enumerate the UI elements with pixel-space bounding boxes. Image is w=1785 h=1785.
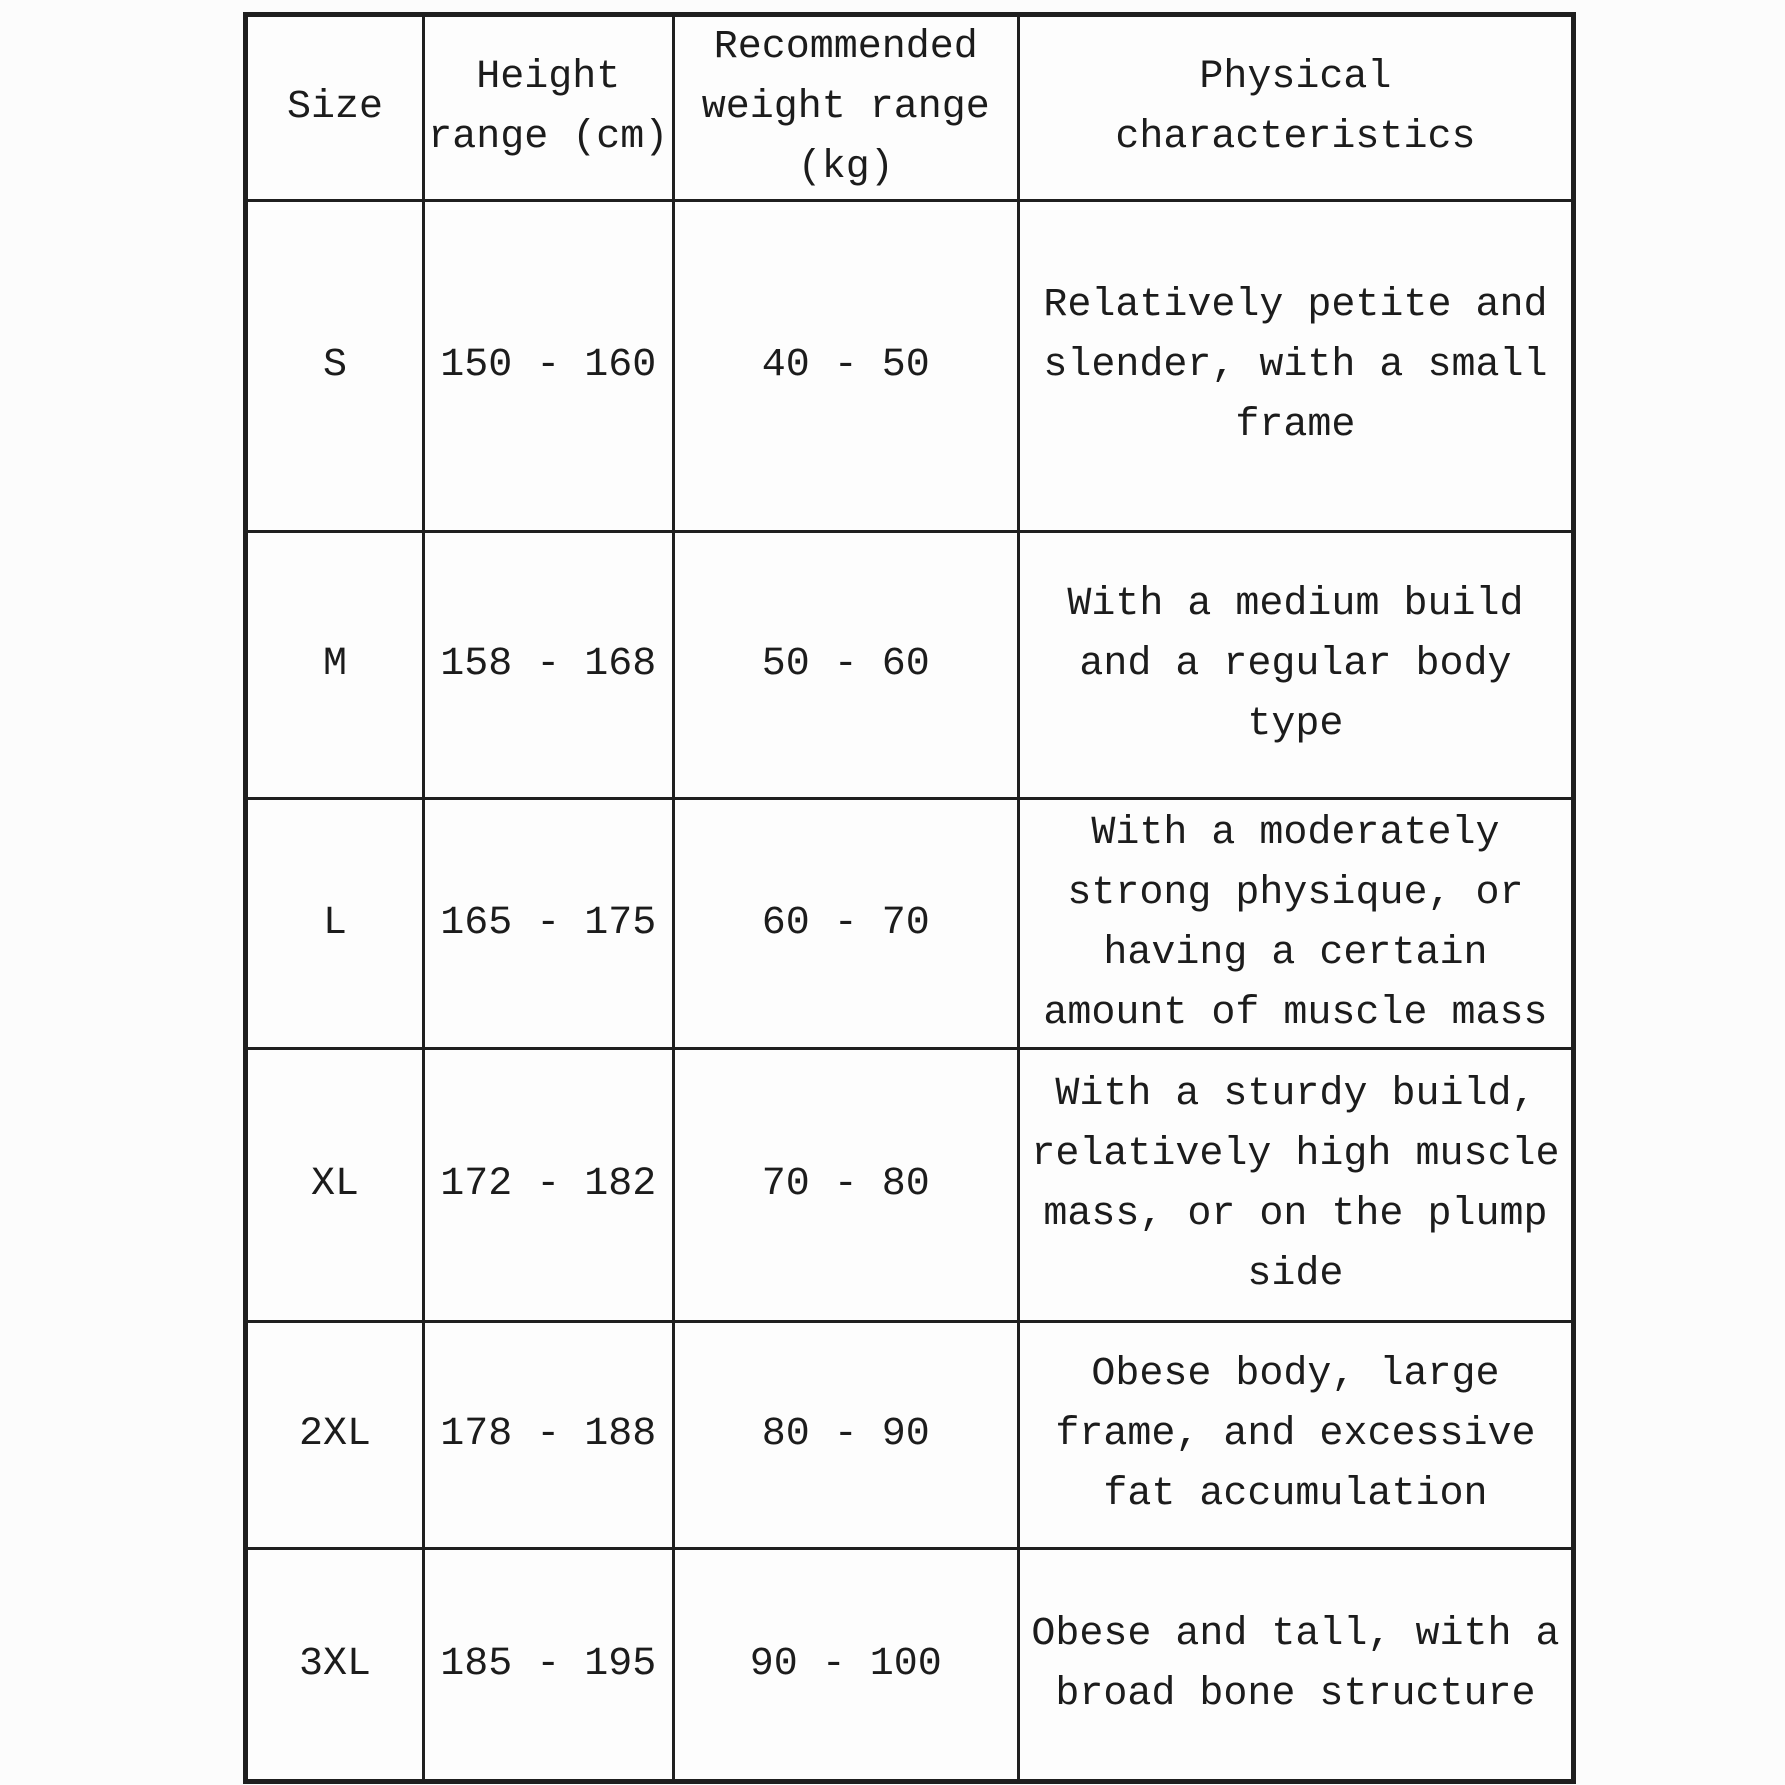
size-chart-table bbox=[243, 12, 1576, 1784]
column-header-height-range: Height range (cm) bbox=[423, 15, 673, 201]
size-cell: S bbox=[246, 201, 424, 532]
weight-range-cell: 60 - 70 bbox=[673, 799, 1018, 1049]
height-range-cell: 185 - 195 bbox=[423, 1549, 673, 1782]
size-cell: M bbox=[246, 532, 424, 799]
physical-characteristics-cell: With a sturdy build, relatively high muscle mass, or on the plump side bbox=[1018, 1049, 1573, 1322]
height-range-cell: 150 - 160 bbox=[423, 201, 673, 532]
weight-range-cell: 80 - 90 bbox=[673, 1322, 1018, 1549]
table-row-xl bbox=[246, 1049, 1574, 1322]
table-row-s bbox=[246, 201, 1574, 532]
height-range-cell: 178 - 188 bbox=[423, 1322, 673, 1549]
size-cell: 2XL bbox=[246, 1322, 424, 1549]
table-row-l bbox=[246, 799, 1574, 1049]
physical-characteristics-cell: With a medium build and a regular body type bbox=[1018, 532, 1573, 799]
table-row-2xl bbox=[246, 1322, 1574, 1549]
height-range-cell: 165 - 175 bbox=[423, 799, 673, 1049]
height-range-cell: 172 - 182 bbox=[423, 1049, 673, 1322]
size-cell: XL bbox=[246, 1049, 424, 1322]
physical-characteristics-cell: Obese body, large frame, and excessive fat accumulation bbox=[1018, 1322, 1573, 1549]
column-header-size: Size bbox=[246, 15, 424, 201]
size-cell: 3XL bbox=[246, 1549, 424, 1782]
weight-range-cell: 70 - 80 bbox=[673, 1049, 1018, 1322]
physical-characteristics-cell: With a moderately strong physique, or having a certain amount of muscle mass bbox=[1018, 799, 1573, 1049]
header-row bbox=[246, 15, 1574, 201]
weight-range-cell: 50 - 60 bbox=[673, 532, 1018, 799]
table-row-m bbox=[246, 532, 1574, 799]
physical-characteristics-cell: Relatively petite and slender, with a small frame bbox=[1018, 201, 1573, 532]
height-range-cell: 158 - 168 bbox=[423, 532, 673, 799]
size-cell: L bbox=[246, 799, 424, 1049]
weight-range-cell: 40 - 50 bbox=[673, 201, 1018, 532]
column-header-weight-range: Recommended weight range (kg) bbox=[673, 15, 1018, 201]
physical-characteristics-cell: Obese and tall, with a broad bone structure bbox=[1018, 1549, 1573, 1782]
weight-range-cell: 90 - 100 bbox=[673, 1549, 1018, 1782]
column-header-physical-characteristics: Physical characteristics bbox=[1018, 15, 1573, 201]
table-row-3xl bbox=[246, 1549, 1574, 1782]
